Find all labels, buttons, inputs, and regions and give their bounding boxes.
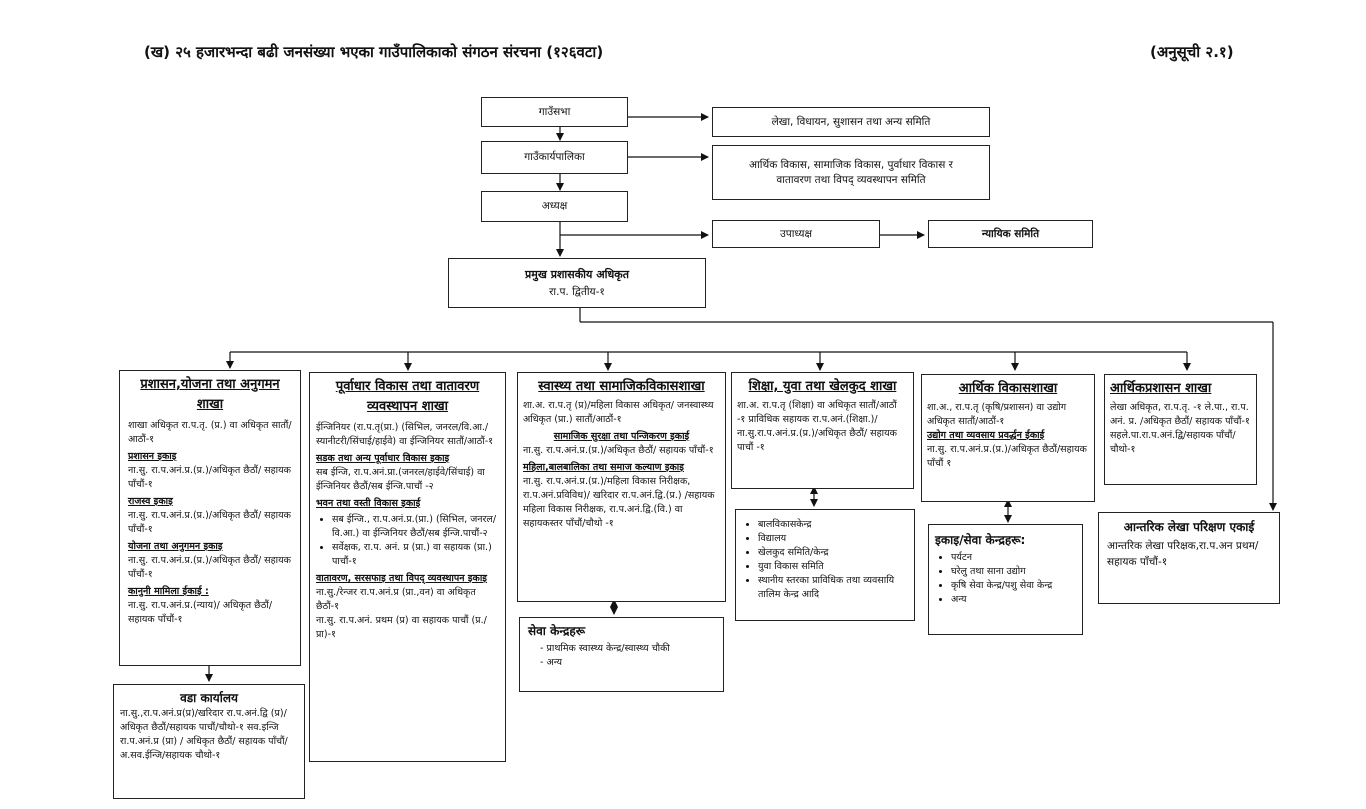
women-children-unit-title: महिला,बालबालिका तथा समाज कल्याण इकाइ xyxy=(523,462,684,473)
economic-branch-title: आर्थिक विकासशाखा xyxy=(958,381,1058,396)
gaunkaryapalika-box xyxy=(481,141,628,174)
building-unit-item: • सर्वेक्षक, रा.प. अनं. प्र (प्रा.) वा सहायक (प्रा.) पाचौं-१ xyxy=(332,541,499,569)
revenue-unit-title: राजस्व इकाइ xyxy=(128,496,173,507)
education-unit-item: • खेलकुद समिति/केन्द्र xyxy=(758,546,908,560)
revenue-unit-text: ना.सु. रा.प.अनं.प्र.(प्र.)/अधिकृत छैठौं/ सहायक पाँचौं-१ xyxy=(128,510,291,535)
committee-1-label: लेखा, विधायन, सुशासन तथा अन्य समिति xyxy=(771,115,931,128)
nyayik-samiti-label: न्यायिक समिति xyxy=(981,227,1040,240)
economic-unit-item: • पर्यटन xyxy=(951,551,1076,565)
environment-unit-title: वातावरण, सरसफाइ तथा विपद् व्यवस्थापन इकाइ xyxy=(316,573,487,584)
admin-branch-box xyxy=(119,370,301,666)
infra-branch-officer: ईन्जिनियर (रा.प.तृ(प्रा.) (सिभिल, जनरल/वि.आ./स्यानीटरी/सिंचाई/हाईवे) वा ईन्जिनियर सातौं/आठौं-१ xyxy=(316,422,494,447)
education-unit-item: • विद्यालय xyxy=(758,532,908,546)
internal-audit-text: आन्तरिक लेखा परिक्षक,रा.प.अन प्रथम/सहायक पाँचौं-१ xyxy=(1107,540,1259,568)
service-center-item: - प्राथमिक स्वास्थ्य केन्द्र/स्वास्थ्य चौकी xyxy=(540,642,715,656)
environment-unit-text: ना.सु./रेन्जर रा.प.अनं.प्र (प्रा.,वन) वा अधिकृत छैठौं-१ xyxy=(316,587,476,612)
building-unit-title: भवन तथा वस्ती विकास इकाई xyxy=(316,498,421,509)
planning-unit-text: ना.सु. रा.प.अनं.प्र.(प्र.)/अधिकृत छैठौं/ सहायक पाँचौं-१ xyxy=(128,555,291,580)
education-branch-title: शिक्षा, युवा तथा खेलकुद शाखा xyxy=(748,379,897,394)
adhyaksha-label: अध्यक्ष xyxy=(541,200,568,212)
gaunkaryapalika-label: गाउँकार्यपालिका xyxy=(524,151,585,163)
health-branch-officer: शा.अ. रा.प.तृ (प्र)/महिला विकास अधिकृत/ जनस्वास्थ्य अधिकृत (प्रा.) सातौं/आठौं-१ xyxy=(523,400,714,425)
women-children-unit-text: ना.सु. रा.प.अनं.प्र.(प्र.)/महिला विकास निरीक्षक, रा.प.अनं.प्रविविध)/ खरिदार रा.प.अनं.द्वि.(प्र.) /सहायक महिला विकास निरीक्षक, रा.प.अनं.द्वि.(वि.) वा सहायकस्तर पाँचौं/चौथो -१ xyxy=(523,476,715,529)
admin-unit-title: प्रशासन इकाइ xyxy=(128,451,177,462)
economic-units-box xyxy=(928,524,1083,635)
nyayik-samiti-box xyxy=(928,220,1093,248)
health-service-centers-title: सेवा केन्द्रहरू xyxy=(528,624,586,638)
economic-branch-box xyxy=(921,374,1095,502)
ward-office-box xyxy=(113,684,305,799)
admin-branch-officer: शाखा अधिकृत रा.प.तृ. (प्र.) वा अधिकृत सातौं/आठौं-१ xyxy=(128,420,292,445)
service-center-item: - अन्य xyxy=(540,656,715,670)
health-branch-title: स्वास्थ्य तथा सामाजिकविकासशाखा xyxy=(538,379,705,394)
admin-branch-title: प्रशासन,योजना तथा अनुगमन शाखा xyxy=(140,377,280,412)
education-units-box xyxy=(735,509,915,621)
road-unit-title: सडक तथा अन्य पूर्वाधार विकास इकाइ xyxy=(316,453,450,464)
education-unit-item: • बालविकासकेन्द्र xyxy=(758,518,908,532)
gaunsabha-label: गाउँसभा xyxy=(538,105,571,118)
legal-unit-text: ना.सु. रा.प.अनं.प्र.(न्याय)/ अधिकृत छैठौं/ सहायक पाँचौं-१ xyxy=(128,600,273,625)
ward-office-text: ना.सु.,रा.प.अनं.प्र(प्र)/खरिदार रा.प.अनं.द्वि (प्र)/अधिकृत छैठौं/सहायक पाचौं/चौथो-१ सव.इन्जि रा.प.अनं.प्र (प्रा) / अधिकृत छैठौं/ सहायक पाँचौं/अ.सव.ईन्जि/सहायक चौथो-१ xyxy=(120,708,288,761)
finance-branch-title: आर्थिकप्रशासन शाखा xyxy=(1110,381,1212,396)
cao-box xyxy=(448,258,706,308)
economic-unit-item: • कृषि सेवा केन्द्र/पशु सेवा केन्द्र xyxy=(951,579,1076,593)
upadhyaksha-box xyxy=(712,220,880,248)
social-security-unit-title: सामाजिक सुरक्षा तथा पन्जिकरण इकाई xyxy=(553,431,690,442)
industry-unit-text: ना.सु. रा.प.अनं.प्र.(प्र.)/अधिकृत छैठौं/सहायक पाँचौं १ xyxy=(927,444,1087,469)
upadhyaksha-label: उपाध्यक्ष xyxy=(779,227,812,240)
road-unit-text: सब ईन्जि, रा.प.अनं.प्रा.(जनरल/हाईवे/सिंचाई) वा ईन्जिनियर छैठौं/सब ईन्जि.पाचौं -२ xyxy=(316,467,485,492)
education-branch-box xyxy=(731,372,914,489)
legal-unit-title: कानुनी मामिला ईकाई : xyxy=(128,586,209,597)
social-security-unit-text: ना.सु. रा.प.अनं.प्र.(प्र.)/अधिकृत छैठौं/ सहायक पाँचौं-१ xyxy=(523,445,714,456)
committee-2-label: आर्थिक विकास, सामाजिक विकास, पुर्वाधार विकास र वातावरण तथा विपद् व्यवस्थापन समिति xyxy=(749,158,953,186)
gaunsabha-box xyxy=(481,97,628,127)
annex-label: (अनुसूची २.१) xyxy=(1150,43,1234,61)
economic-branch-officer: शा.अ., रा.प.तृ (कृषि/प्रशासन) वा उद्योग अधिकृत सातौं/आठौं-१ xyxy=(927,402,1067,427)
infra-branch-box xyxy=(309,372,506,762)
education-branch-text: शा.अ. रा.प.तृ (शिक्षा) वा अधिकृत सातौं/आठौं -१ प्राविधिक सहायक रा.प.अनं.(शिक्षा.)/ ना.सु.रा.प.अनं.प्र.(प्र.)/अधिकृत छैठौं/ सहायक पाचौं -१ xyxy=(737,400,897,453)
ward-office-title: वडा कार्यालय xyxy=(180,691,238,705)
building-unit-item: • सब ईन्जि., रा.प.अनं.प्र.(प्रा.) (सिभिल, जनरल/वि.आ.) वा ईन्जिनियर छैठौं/सब ईन्जि.पाचौं-२ xyxy=(332,513,499,541)
environment-unit-text: ना.सु. रा.प.अनं. प्रथम (प्र) वा सहायक पाचौं (प्र./प्रा)-१ xyxy=(316,615,487,640)
economic-unit-item: • घरेलु तथा साना उद्योग xyxy=(951,565,1076,579)
committee-box-2 xyxy=(712,145,990,200)
economic-units-title: इकाइ/सेवा केन्द्रहरू: xyxy=(935,533,1026,547)
cao-rank: रा.प. द्वितीय-१ xyxy=(549,286,605,298)
infra-branch-title: पूर्वाधार विकास तथा वातावरण व्यवस्थापन शाखा xyxy=(335,379,480,414)
economic-unit-item: • अन्य xyxy=(951,593,1076,607)
industry-unit-title: उद्योग तथा व्यवसाय प्रवर्द्धन ईकाई xyxy=(927,430,1045,441)
finance-branch-box xyxy=(1104,374,1257,485)
committee-box-1 xyxy=(712,107,990,137)
page-title: (ख) २५ हजारभन्दा बढी जनसंख्या भएका गाउँपालिकाको संगठन संरचना (१२६वटा) xyxy=(144,43,604,61)
adhyaksha-box xyxy=(481,191,628,222)
health-branch-box xyxy=(517,372,726,602)
cao-title: प्रमुख प्रशासकीय अधिकृत xyxy=(525,268,629,281)
admin-unit-text: ना.सु. रा.प.अनं.प्र.(प्र.)/अधिकृत छैठौं/ सहायक पाँचौं-१ xyxy=(128,465,291,490)
finance-branch-text: लेखा अधिकृत, रा.प.तृ. -१ ले.पा., रा.प. अनं. प्र. /अधिकृत छैठौं/ सहायक पाँचौं-१ सहले.पा.रा.प.अनं.द्वि/सहायक पाँचौं/चौथो-१ xyxy=(1110,402,1250,455)
internal-audit-title: आन्तरिक लेखा परिक्षण एकाई xyxy=(1123,520,1255,534)
education-unit-item: • स्थानीय स्तरका प्राविधिक तथा व्यवसायि तालिम केन्द्र आदि xyxy=(758,574,908,602)
internal-audit-box xyxy=(1098,512,1280,604)
health-service-centers-box xyxy=(519,617,724,692)
education-unit-item: • युवा विकास समिति xyxy=(758,560,908,574)
planning-unit-title: योजना तथा अनुगमन इकाइ xyxy=(128,541,223,552)
